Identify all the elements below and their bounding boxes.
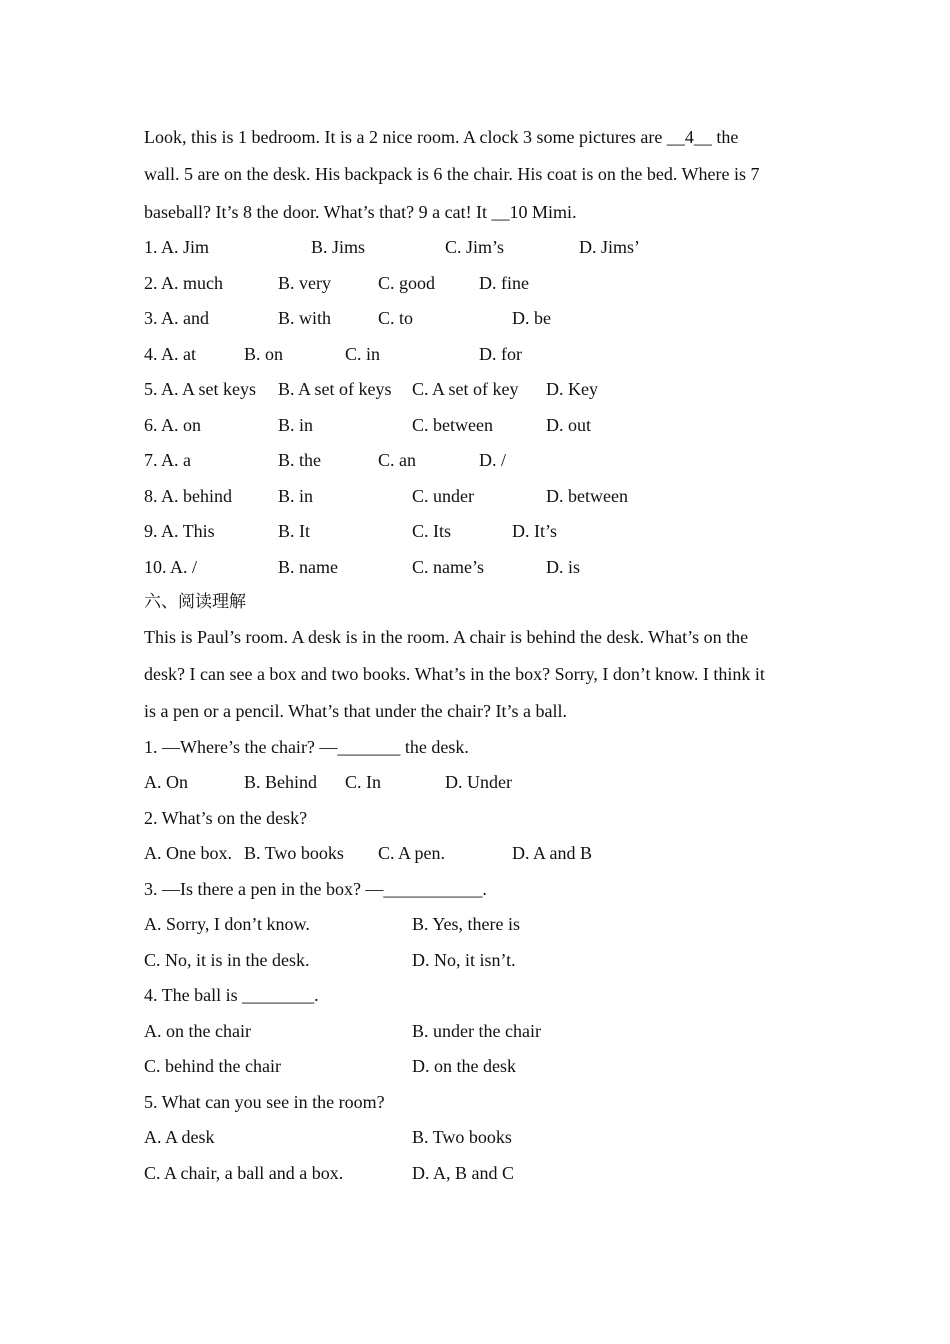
option-b: B. in <box>278 486 314 506</box>
option-d: D. It’s <box>512 521 557 541</box>
option-d: D. Jims’ <box>579 237 641 257</box>
option-d: D. is <box>546 557 581 577</box>
option-a: 4. A. at <box>144 344 196 364</box>
option-a: 7. A. a <box>144 450 191 470</box>
cloze-passage-line: Look, this is 1 bedroom. It is a 2 nice room. A clock 3 some pictures are __4__ the <box>144 127 739 147</box>
section-heading: 六、阅读理解 <box>144 592 246 612</box>
option-c: C. in <box>345 344 381 364</box>
option-b: B. on <box>244 344 284 364</box>
option-c: C. Its <box>412 521 452 541</box>
option-b: B. A set of keys <box>278 379 392 399</box>
option-c: C. name’s <box>412 557 484 577</box>
cloze-passage-line: wall. 5 are on the desk. His backpack is 6 the chair. His coat is on the bed. Where is 7 <box>144 164 760 184</box>
option-a: 1. A. Jim <box>144 237 210 257</box>
option-a: A. Sorry, I don’t know. <box>144 914 310 934</box>
option-b: B. Two books <box>244 843 344 863</box>
option-b: B. in <box>278 415 314 435</box>
option-c: C. A set of key <box>412 379 519 399</box>
option-a: 3. A. and <box>144 308 209 328</box>
option-a: 2. A. much <box>144 273 223 293</box>
option-b: B. Jims <box>311 237 366 257</box>
option-b: B. under the chair <box>412 1021 541 1041</box>
option-d: D. / <box>479 450 506 470</box>
option-d: D. Key <box>546 379 598 399</box>
option-b: B. Two books <box>412 1127 512 1147</box>
option-d: D. A and B <box>512 843 593 863</box>
option-a: A. One box. <box>144 843 232 863</box>
question-text: 2. What’s on the desk? <box>144 808 308 828</box>
option-a: 8. A. behind <box>144 486 232 506</box>
option-b: B. Yes, there is <box>412 914 521 934</box>
option-c: C. In <box>345 772 381 792</box>
option-c: C. No, it is in the desk. <box>144 950 310 970</box>
option-c: C. behind the chair <box>144 1056 281 1076</box>
reading-passage-line: desk? I can see a box and two books. What’s in the box? Sorry, I don’t know. I think it <box>144 664 765 684</box>
option-c: C. good <box>378 273 436 293</box>
option-b: B. with <box>278 308 332 328</box>
option-b: B. very <box>278 273 331 293</box>
option-c: C. Jim’s <box>445 237 505 257</box>
option-c: C. A chair, a ball and a box. <box>144 1163 344 1183</box>
option-c: C. to <box>378 308 414 328</box>
option-a: 9. A. This <box>144 521 215 541</box>
question-text: 1. —Where’s the chair? —_______ the desk. <box>144 737 469 757</box>
option-d: D. for <box>479 344 522 364</box>
option-a: A. on the chair <box>144 1021 251 1041</box>
option-d: D. out <box>546 415 591 435</box>
option-d: D. be <box>512 308 551 328</box>
option-c: C. under <box>412 486 474 506</box>
option-d: D. Under <box>445 772 512 792</box>
option-c: C. A pen. <box>378 843 446 863</box>
option-a: A. A desk <box>144 1127 215 1147</box>
option-b: B. the <box>278 450 321 470</box>
reading-passage-line: is a pen or a pencil. What’s that under the chair? It’s a ball. <box>144 701 568 721</box>
question-text: 5. What can you see in the room? <box>144 1092 385 1112</box>
option-b: B. name <box>278 557 338 577</box>
option-d: D. A, B and C <box>412 1163 515 1183</box>
question-text: 3. —Is there a pen in the box? —___________. <box>144 879 487 899</box>
option-b: B. It <box>278 521 311 541</box>
option-c: C. between <box>412 415 493 435</box>
reading-passage-line: This is Paul’s room. A desk is in the room. A chair is behind the desk. What’s on the <box>144 627 749 647</box>
option-c: C. an <box>378 450 416 470</box>
option-d: D. fine <box>479 273 529 293</box>
option-a: 6. A. on <box>144 415 202 435</box>
option-d: D. No, it isn’t. <box>412 950 516 970</box>
cloze-passage-line: baseball? It’s 8 the door. What’s that? 9 a cat! It __10 Mimi. <box>144 202 577 222</box>
option-d: D. on the desk <box>412 1056 516 1076</box>
question-text: 4. The ball is ________. <box>144 985 319 1005</box>
option-a: A. On <box>144 772 188 792</box>
option-a: 5. A. A set keys <box>144 379 257 399</box>
option-b: B. Behind <box>244 772 318 792</box>
option-a: 10. A. / <box>144 557 198 577</box>
option-d: D. between <box>546 486 628 506</box>
